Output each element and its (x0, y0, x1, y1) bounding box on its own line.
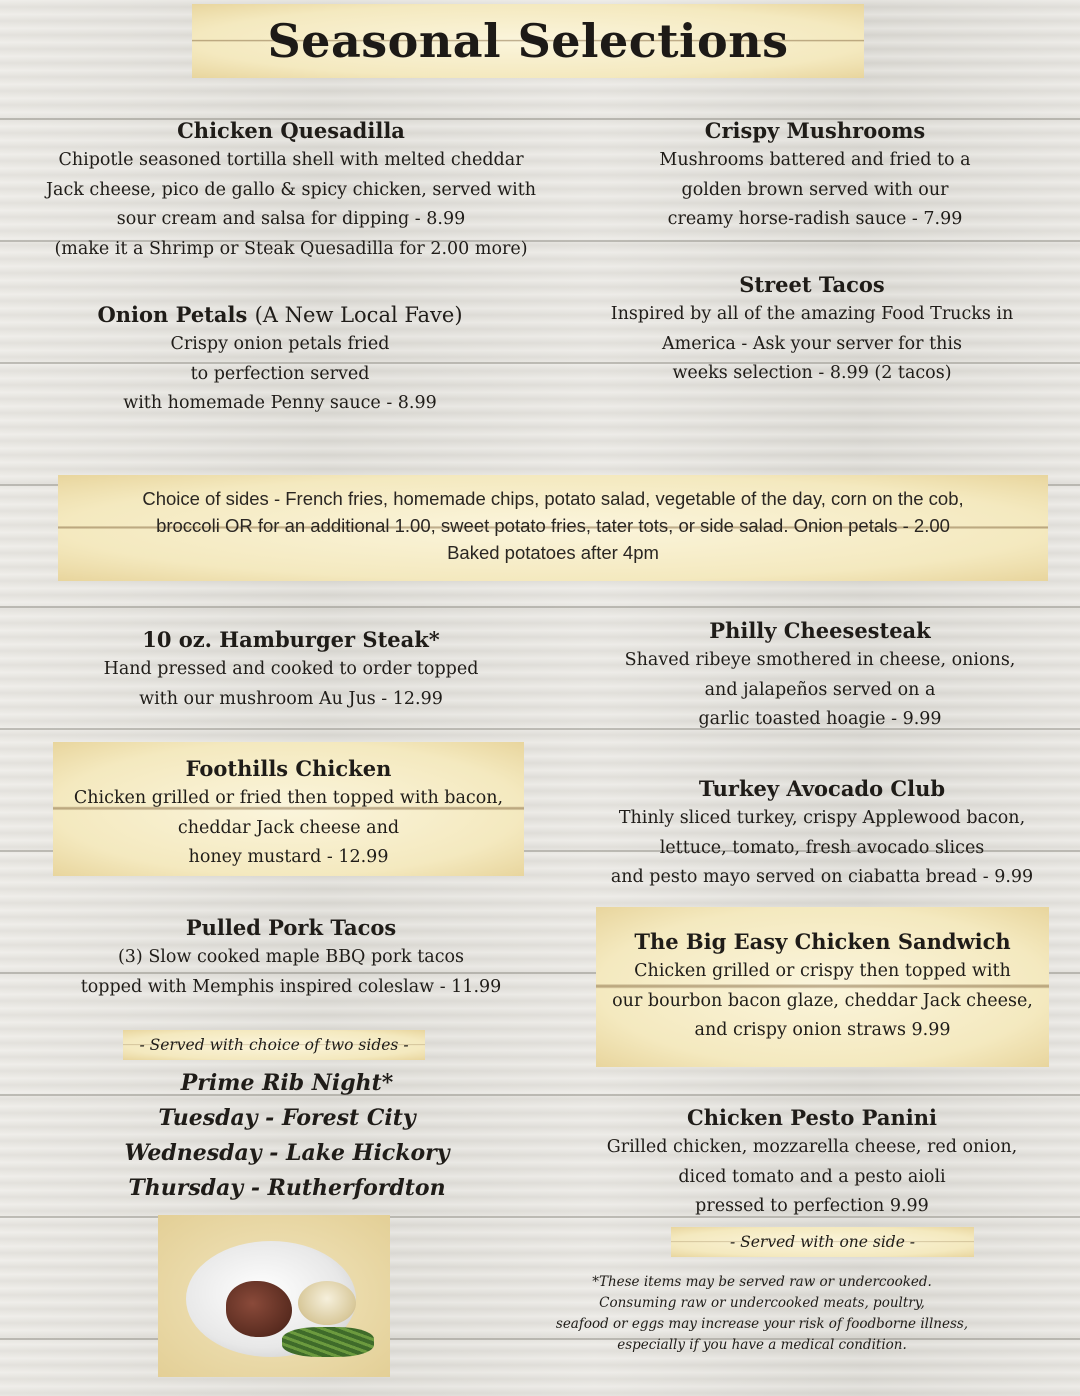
item-title: Turkey Avocado Club (698, 776, 946, 801)
big-easy-panel (596, 907, 1049, 1067)
item-description-line: weeks selection - 8.99 (2 tacos) (672, 363, 952, 383)
item-description-line: Hand pressed and cooked to order topped (103, 659, 479, 679)
item-description-line: Shaved ribeye smothered in cheese, onions, (624, 650, 1016, 670)
item-title: The Big Easy Chicken Sandwich (634, 929, 1011, 954)
sides-banner (58, 475, 1048, 581)
page-title: Seasonal Selections (267, 14, 789, 68)
sides-line: Baked potatoes after 4pm (447, 542, 659, 563)
potato-image (298, 1281, 356, 1325)
item-description-line: creamy horse-radish sauce - 7.99 (667, 209, 963, 229)
item-description-line: Crispy onion petals fried (170, 334, 390, 354)
item-description-line: (3) Slow cooked maple BBQ pork tacos (117, 947, 465, 967)
item-title: Pulled Pork Tacos (185, 915, 397, 940)
item-title-text: Onion Petals (97, 302, 248, 327)
menu-item-pulled-pork-tacos (60, 913, 522, 1002)
menu-item-crispy-mushrooms (580, 116, 1050, 235)
item-description-line: and jalapeños served on a (704, 679, 936, 700)
menu-item-street-tacos (582, 270, 1042, 389)
prime-rib-day: Wednesday - Lake Hickory (124, 1140, 450, 1166)
item-description-line: (make it a Shrimp or Steak Quesadilla for 2.00 more) (54, 238, 528, 259)
item-description-line: with homemade Penny sauce - 8.99 (123, 393, 437, 413)
item-description-line: garlic toasted hoagie - 9.99 (698, 709, 942, 729)
menu-item-chicken-pesto-panini (590, 1103, 1034, 1222)
served-one-side-banner (671, 1227, 974, 1257)
item-title: Chicken Pesto Panini (687, 1105, 937, 1130)
item-description-line: cheddar Jack cheese and (177, 817, 400, 838)
item-description-line: sour cream and salsa for dipping - 8.99 (116, 209, 466, 229)
item-description-line: our bourbon bacon glaze, cheddar Jack cheese, (612, 990, 1033, 1011)
item-description-line: Chicken grilled or fried then topped with bacon, (73, 788, 504, 808)
prime-rib-day: Thursday - Rutherfordton (128, 1175, 446, 1201)
item-description-line: lettuce, tomato, fresh avocado slices (659, 837, 985, 858)
item-title: Street Tacos (739, 272, 885, 297)
prime-rib-day: Tuesday - Forest City (158, 1105, 416, 1131)
menu-item-onion-petals (40, 300, 520, 419)
asparagus-image (282, 1327, 374, 1357)
item-description-line: Chicken grilled or crispy then topped with (634, 961, 1011, 981)
foothills-chicken-panel (53, 742, 524, 876)
item-description-line: and pesto mayo served on ciabatta bread - 9.99 (610, 867, 1034, 887)
prime-rib-image (226, 1281, 292, 1337)
sides-text (58, 475, 1048, 566)
item-title: Foothills Chicken (185, 756, 392, 781)
menu-item-philly-cheesesteak (594, 616, 1046, 735)
disclaimer-line: seafood or eggs may increase your risk of foodborne illness, (555, 1316, 969, 1332)
sides-line: Choice of sides - French fries, homemade chips, potato salad, vegetable of the day, corn on the cob, (142, 488, 964, 509)
menu-item-chicken-quesadilla (18, 116, 564, 264)
menu-item-turkey-avocado-club (592, 774, 1052, 893)
disclaimer-line: Consuming raw or undercooked meats, poultry, (599, 1295, 925, 1311)
menu-item-big-easy-chicken-sandwich (596, 927, 1049, 1046)
raw-food-disclaimer (540, 1272, 984, 1356)
item-description-line: and crispy onion straws 9.99 (694, 1020, 951, 1040)
item-description-line: Inspired by all of the amazing Food Trucks in (610, 304, 1014, 324)
disclaimer-line: *These items may be served raw or undercooked. (592, 1274, 932, 1290)
item-description-line: golden brown served with our (681, 179, 949, 200)
item-description-line: to perfection served (190, 363, 370, 384)
served-one-side-note: - Served with one side - (729, 1233, 916, 1251)
menu-item-foothills-chicken (53, 754, 524, 873)
item-subtitle: (A New Local Fave) (254, 303, 463, 327)
item-title: Crispy Mushrooms (704, 118, 926, 143)
prime-rib-photo (158, 1215, 390, 1377)
item-description-line: Chipotle seasoned tortilla shell with melted cheddar (58, 150, 524, 170)
item-description-line: with our mushroom Au Jus - 12.99 (139, 688, 443, 709)
item-description-line: honey mustard - 12.99 (188, 847, 389, 867)
item-description-line: diced tomato and a pesto aioli (678, 1166, 946, 1187)
item-description-line: Jack cheese, pico de gallo & spicy chicken, served with (46, 179, 536, 200)
served-two-sides-note: - Served with choice of two sides - (139, 1036, 409, 1054)
sides-line: broccoli OR for an additional 1.00, sweet potato fries, tater tots, or side salad. Onion petals - 2.00 (156, 515, 950, 536)
prime-rib-night (60, 1066, 514, 1206)
title-banner (192, 4, 864, 78)
item-description-line: Mushrooms battered and fried to a (659, 150, 971, 170)
disclaimer-line: especially if you have a medical condition. (617, 1337, 907, 1353)
item-description-line: Thinly sliced turkey, crispy Applewood bacon, (618, 808, 1026, 828)
plate-image (186, 1241, 356, 1357)
item-title: 10 oz. Hamburger Steak* (142, 627, 440, 652)
item-title (40, 300, 520, 330)
item-title: Chicken Quesadilla (177, 118, 405, 143)
item-description-line: pressed to perfection 9.99 (695, 1196, 929, 1216)
item-title: Philly Cheesesteak (709, 618, 931, 643)
served-two-sides-banner (123, 1030, 425, 1060)
item-description-line: topped with Memphis inspired coleslaw - 11.99 (80, 976, 502, 997)
menu-item-hamburger-steak (60, 625, 522, 714)
prime-rib-title: Prime Rib Night* (180, 1070, 394, 1096)
item-description-line: America - Ask your server for this (662, 333, 962, 354)
item-description-line: Grilled chicken, mozzarella cheese, red onion, (606, 1137, 1018, 1157)
